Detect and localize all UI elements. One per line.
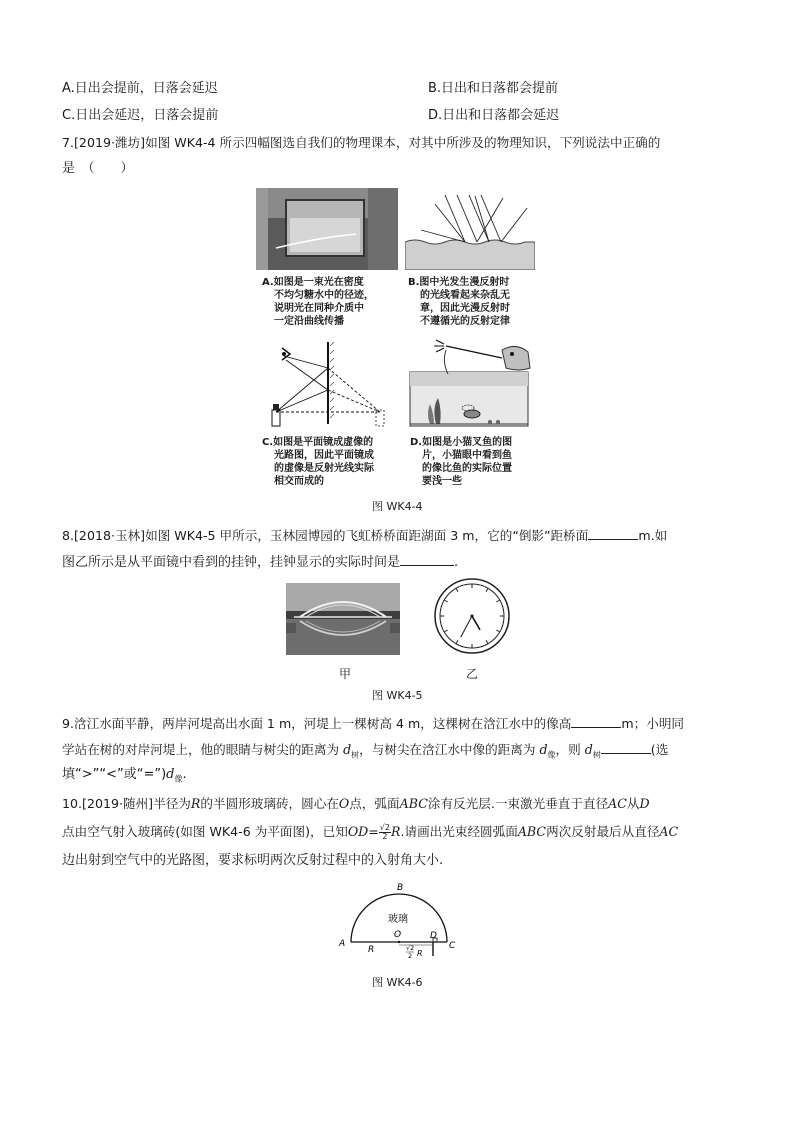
q7-figure-caption: 图 WK4-4 xyxy=(372,500,423,513)
q6-option-d: D.日出和日落都会延迟 xyxy=(428,108,560,123)
q6-option-b: B.日出和日落都会提前 xyxy=(428,81,559,96)
q10-frac-den: 2 xyxy=(408,952,413,958)
q10-label-a: A xyxy=(339,939,346,949)
q7-panel-a-caption: A.如图是一束光在密度 不均匀糖水中的径迹， 说明光在同种介质中 一定沿曲线传播 xyxy=(262,277,374,327)
q10-figure-caption: 图 WK4-6 xyxy=(372,976,423,989)
q7-panel-d-caption: D.如图是小猫叉鱼的图 片，小猫眼中看到鱼 的像比鱼的实际位置 要浅一些 xyxy=(410,437,513,487)
q10-stem-line3: 边出射到空气中的光路图，要求标明两次反射过程中的入射角大小. xyxy=(62,853,444,868)
q7-panel-a-photo xyxy=(256,188,398,270)
q10-stem-line2: 点由空气射入玻璃砖(如图 WK4-6 为平面图)，已知OD= $\frac{√2}{2}$ R.请画出光束经圆弧面ABC两次反射最后从直径AC xyxy=(62,823,679,841)
q7-stem-line2: 是 （ ） xyxy=(62,161,134,176)
q10-semicircle-figure xyxy=(334,876,464,958)
q7-panel-d-cat-fishing xyxy=(406,338,534,430)
q10-label-c: C xyxy=(449,941,456,951)
q10-label-d: D xyxy=(430,931,437,941)
q10-label-glass: 玻璃 xyxy=(388,914,408,925)
q10-label-b: B xyxy=(397,883,404,893)
q8-bridge-photo xyxy=(286,583,400,655)
q7-stem-line1: 7.[2019·潍坊]如图 WK4-4 所示四幅图选自我们的物理课本，对其中所涉及的物理知识，下列说法中正确的 xyxy=(62,135,661,150)
q9-stem-line3: 填“>”“<”或“$=”)d_像$. xyxy=(62,767,187,784)
q9-stem-line1: 9.浛江水面平静，两岸河堤高出水面 1 m，河堤上一棵树高 4 m，这棵树在浛江水中的像高 m；小明同 xyxy=(62,716,685,731)
q8-stem-line2: 图乙所示是从平面镜中看到的挂钟，挂钟显示的实际时间是 . xyxy=(62,552,458,572)
q6-option-c: C.日出会延迟，日落会提前 xyxy=(62,108,219,123)
q10-label-o: O xyxy=(394,930,402,940)
q6-option-a: A.日出会提前，日落会延迟 xyxy=(62,81,218,96)
q10-frac-r: R xyxy=(417,949,423,958)
q10-stem-line1: 10.[2019·随州]半径为R的半圆形玻璃砖，圆心在O点，弧面ABC涂有反光层.一束激光垂直于直径AC从D xyxy=(62,796,650,811)
q10-frac-num: √2 xyxy=(406,944,415,952)
q7-panel-c-caption: C.如图是平面镜成虚像的 光路图，因此平面镜成 的虚像是反射光线实际 相交而成的 xyxy=(262,437,374,487)
q9-stem-line2: 学站在树的对岸河堤上，他的眼睛与树尖的距离为 $d_树$，与树尖在浛江水中像的距离为 $d_像$，则 $d_树$ (选 xyxy=(62,742,669,760)
q7-panel-c-plane-mirror xyxy=(262,338,392,430)
q10-label-r: R xyxy=(368,945,375,955)
q8-stem-line1: 8.[2018·玉林]如图 WK4-5 甲所示，玉林园博园的飞虹桥桥面距湖面 3 m，它的“倒影”距桥面 m.如 xyxy=(62,528,668,543)
q8-mirror-clock xyxy=(433,577,511,655)
q7-panel-b-diffuse-reflection xyxy=(405,190,535,270)
q8-figure-caption: 图 WK4-5 xyxy=(372,689,423,702)
q8-label-jia: 甲 xyxy=(339,667,352,681)
q8-label-yi: 乙 xyxy=(466,667,479,681)
q7-panel-b-caption: B.图中光发生漫反射时 的光线看起来杂乱无 章，因此光漫反射时 不遵循光的反射定律 xyxy=(408,277,510,327)
